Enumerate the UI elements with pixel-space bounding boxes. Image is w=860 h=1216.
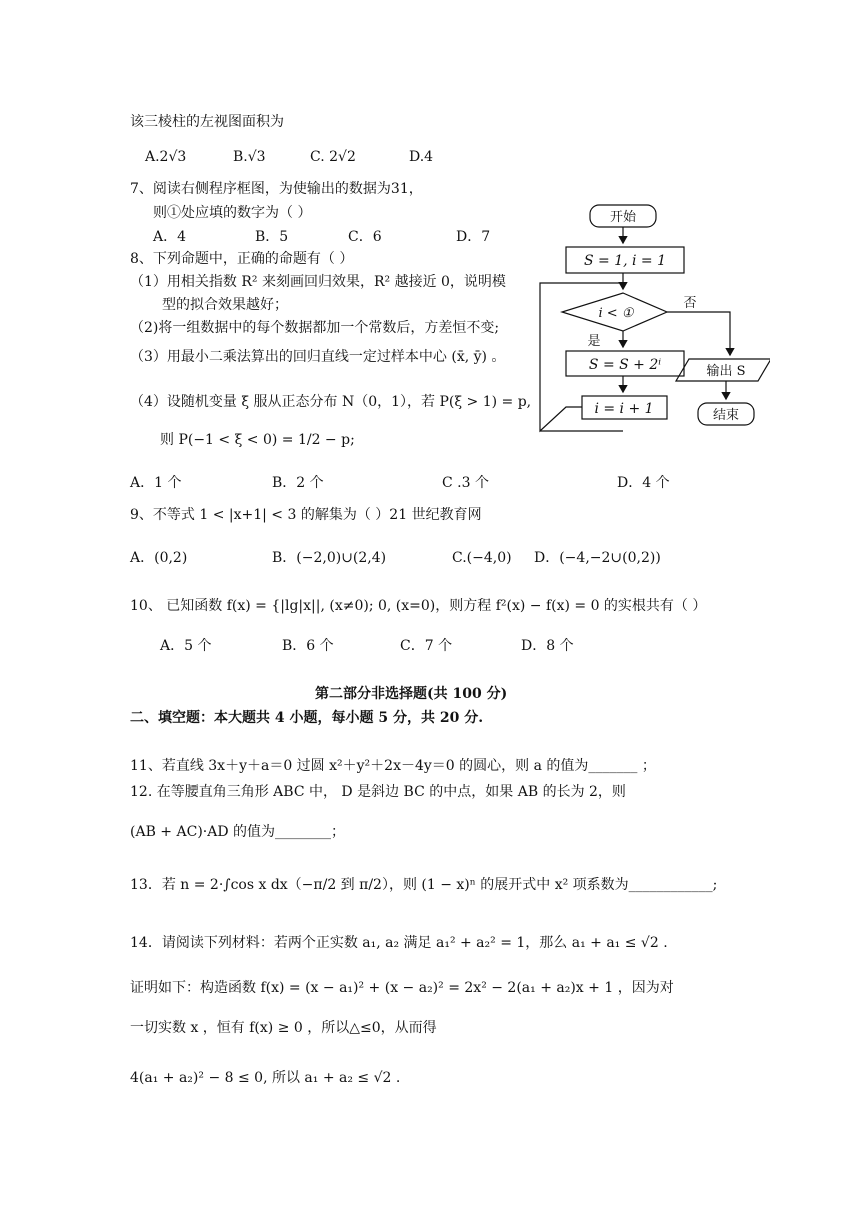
flowchart-update-s-label: S = S + 2ⁱ: [588, 357, 662, 373]
q8-statement-1: （1）用相关指数 R² 来刻画回归效果，R² 越接近 0，说明模: [130, 274, 506, 290]
q7-option-c: C．6: [348, 229, 382, 245]
q9-option-b: B．(−2,0)∪(2,4): [272, 550, 387, 566]
section2-heading: 二、填空题：本大题共 4 小题，每小题 5 分，共 20 分.: [130, 710, 484, 726]
q8-option-a: A．1 个: [130, 475, 182, 491]
q7-option-b: B．5: [255, 229, 289, 245]
q11: 11、若直线 3x＋y＋a＝0 过圆 x²＋y²＋2x－4y＝0 的圆心，则 a 的值为_______ ；: [130, 758, 656, 774]
q6-option-b: B.√3: [233, 149, 266, 165]
q8-statement-3: （3）用最小二乘法算出的回归直线一定过样本中心 (x̄, ȳ) 。: [130, 349, 506, 365]
q6-option-d: D.4: [409, 149, 434, 165]
q9-stem: 9、不等式 1 < |x+1| < 3 的解集为（ ）21 世纪教育网: [130, 507, 482, 523]
q8-option-c: C .3 个: [442, 475, 489, 491]
q10-option-a: A．5 个: [160, 638, 212, 654]
flowchart-no-label: 否: [683, 296, 697, 311]
flowchart-condition-label: i < ①: [598, 306, 634, 321]
flowchart-update-i-label: i = i + 1: [594, 401, 654, 417]
q7-stem: 7、阅读右侧程序框图，为使输出的数据为31，: [130, 181, 423, 197]
q14-line-2: 证明如下：构造函数 f(x) = (x − a₁)² + (x − a₂)² = 2x² − 2(a₁ + a₂)x + 1 ，因为对: [130, 980, 674, 996]
q6-stem: 该三棱柱的左视图面积为: [130, 114, 284, 130]
part2-title: 第二部分非选择题(共 100 分): [315, 686, 508, 702]
q13: 13．若 n = 2·∫cos x dx（−π/2 到 π/2），则 (1 − x)ⁿ 的展开式中 x² 项系数为____________;: [130, 877, 718, 893]
q8-option-b: B．2 个: [272, 475, 324, 491]
q14-line-4: 4(a₁ + a₂)² − 8 ≤ 0, 所以 a₁ + a₂ ≤ √2 .: [130, 1070, 401, 1086]
q10-stem: 10、 已知函数 f(x) = {|lg|x||, (x≠0); 0, (x=0)，则方程 f²(x) − f(x) = 0 的实根共有（ ）: [130, 598, 707, 614]
q7-option-d: D．7: [456, 229, 491, 245]
q7-option-a: A．4: [153, 229, 187, 245]
q8-statement-1-cont: 型的拟合效果越好；: [162, 297, 288, 313]
q8-statement-4: （4）设随机变量 ξ 服从正态分布 N（0，1），若 P(ξ > 1) = p,: [130, 394, 532, 410]
flowchart-yes-label: 是: [587, 334, 601, 349]
flowchart: [530, 195, 770, 440]
flowchart-start-label: 开始: [609, 210, 637, 225]
q7-stem-2: 则①处应填的数字为（ ）: [153, 205, 312, 221]
q12-line-2: (AB + AC)·AD 的值为________；: [130, 824, 346, 840]
q8-stem: 8、下列命题中，正确的命题有（ ）: [130, 251, 354, 267]
q14-line-1: 14．请阅读下列材料：若两个正实数 a₁, a₂ 满足 a₁² + a₂² = 1，那么 a₁ + a₁ ≤ √2 .: [130, 935, 668, 951]
q10-option-c: C．7 个: [400, 638, 453, 654]
q9-option-c: C.(−4,0): [452, 550, 512, 566]
flowchart-init-label: S = 1, i = 1: [583, 253, 667, 269]
q9-option-d: D．(−4,−2∪(0,2)): [534, 550, 661, 566]
q10-option-b: B．6 个: [282, 638, 334, 654]
q8-statement-2: （2)将一组数据中的每个数据都加一个常数后，方差恒不变;: [130, 320, 500, 336]
q12-line-1: 12. 在等腰直角三角形 ABC 中， D 是斜边 BC 的中点，如果 AB 的长为 2，则: [130, 784, 626, 800]
q9-option-a: A．(0,2): [130, 550, 188, 566]
q6-option-a: A.2√3: [145, 149, 187, 165]
q8-statement-4-cont: 则 P(−1 < ξ < 0) = 1/2 − p;: [160, 432, 355, 448]
q8-option-d: D．4 个: [617, 475, 670, 491]
q10-option-d: D．8 个: [521, 638, 574, 654]
flowchart-end-label: 结束: [712, 408, 740, 423]
flowchart-output-label: 输出 S: [706, 364, 746, 379]
q14-line-3: 一切实数 x ，恒有 f(x) ≥ 0 ，所以△≤0，从而得: [130, 1020, 437, 1036]
q6-option-c: C. 2√2: [310, 149, 356, 165]
